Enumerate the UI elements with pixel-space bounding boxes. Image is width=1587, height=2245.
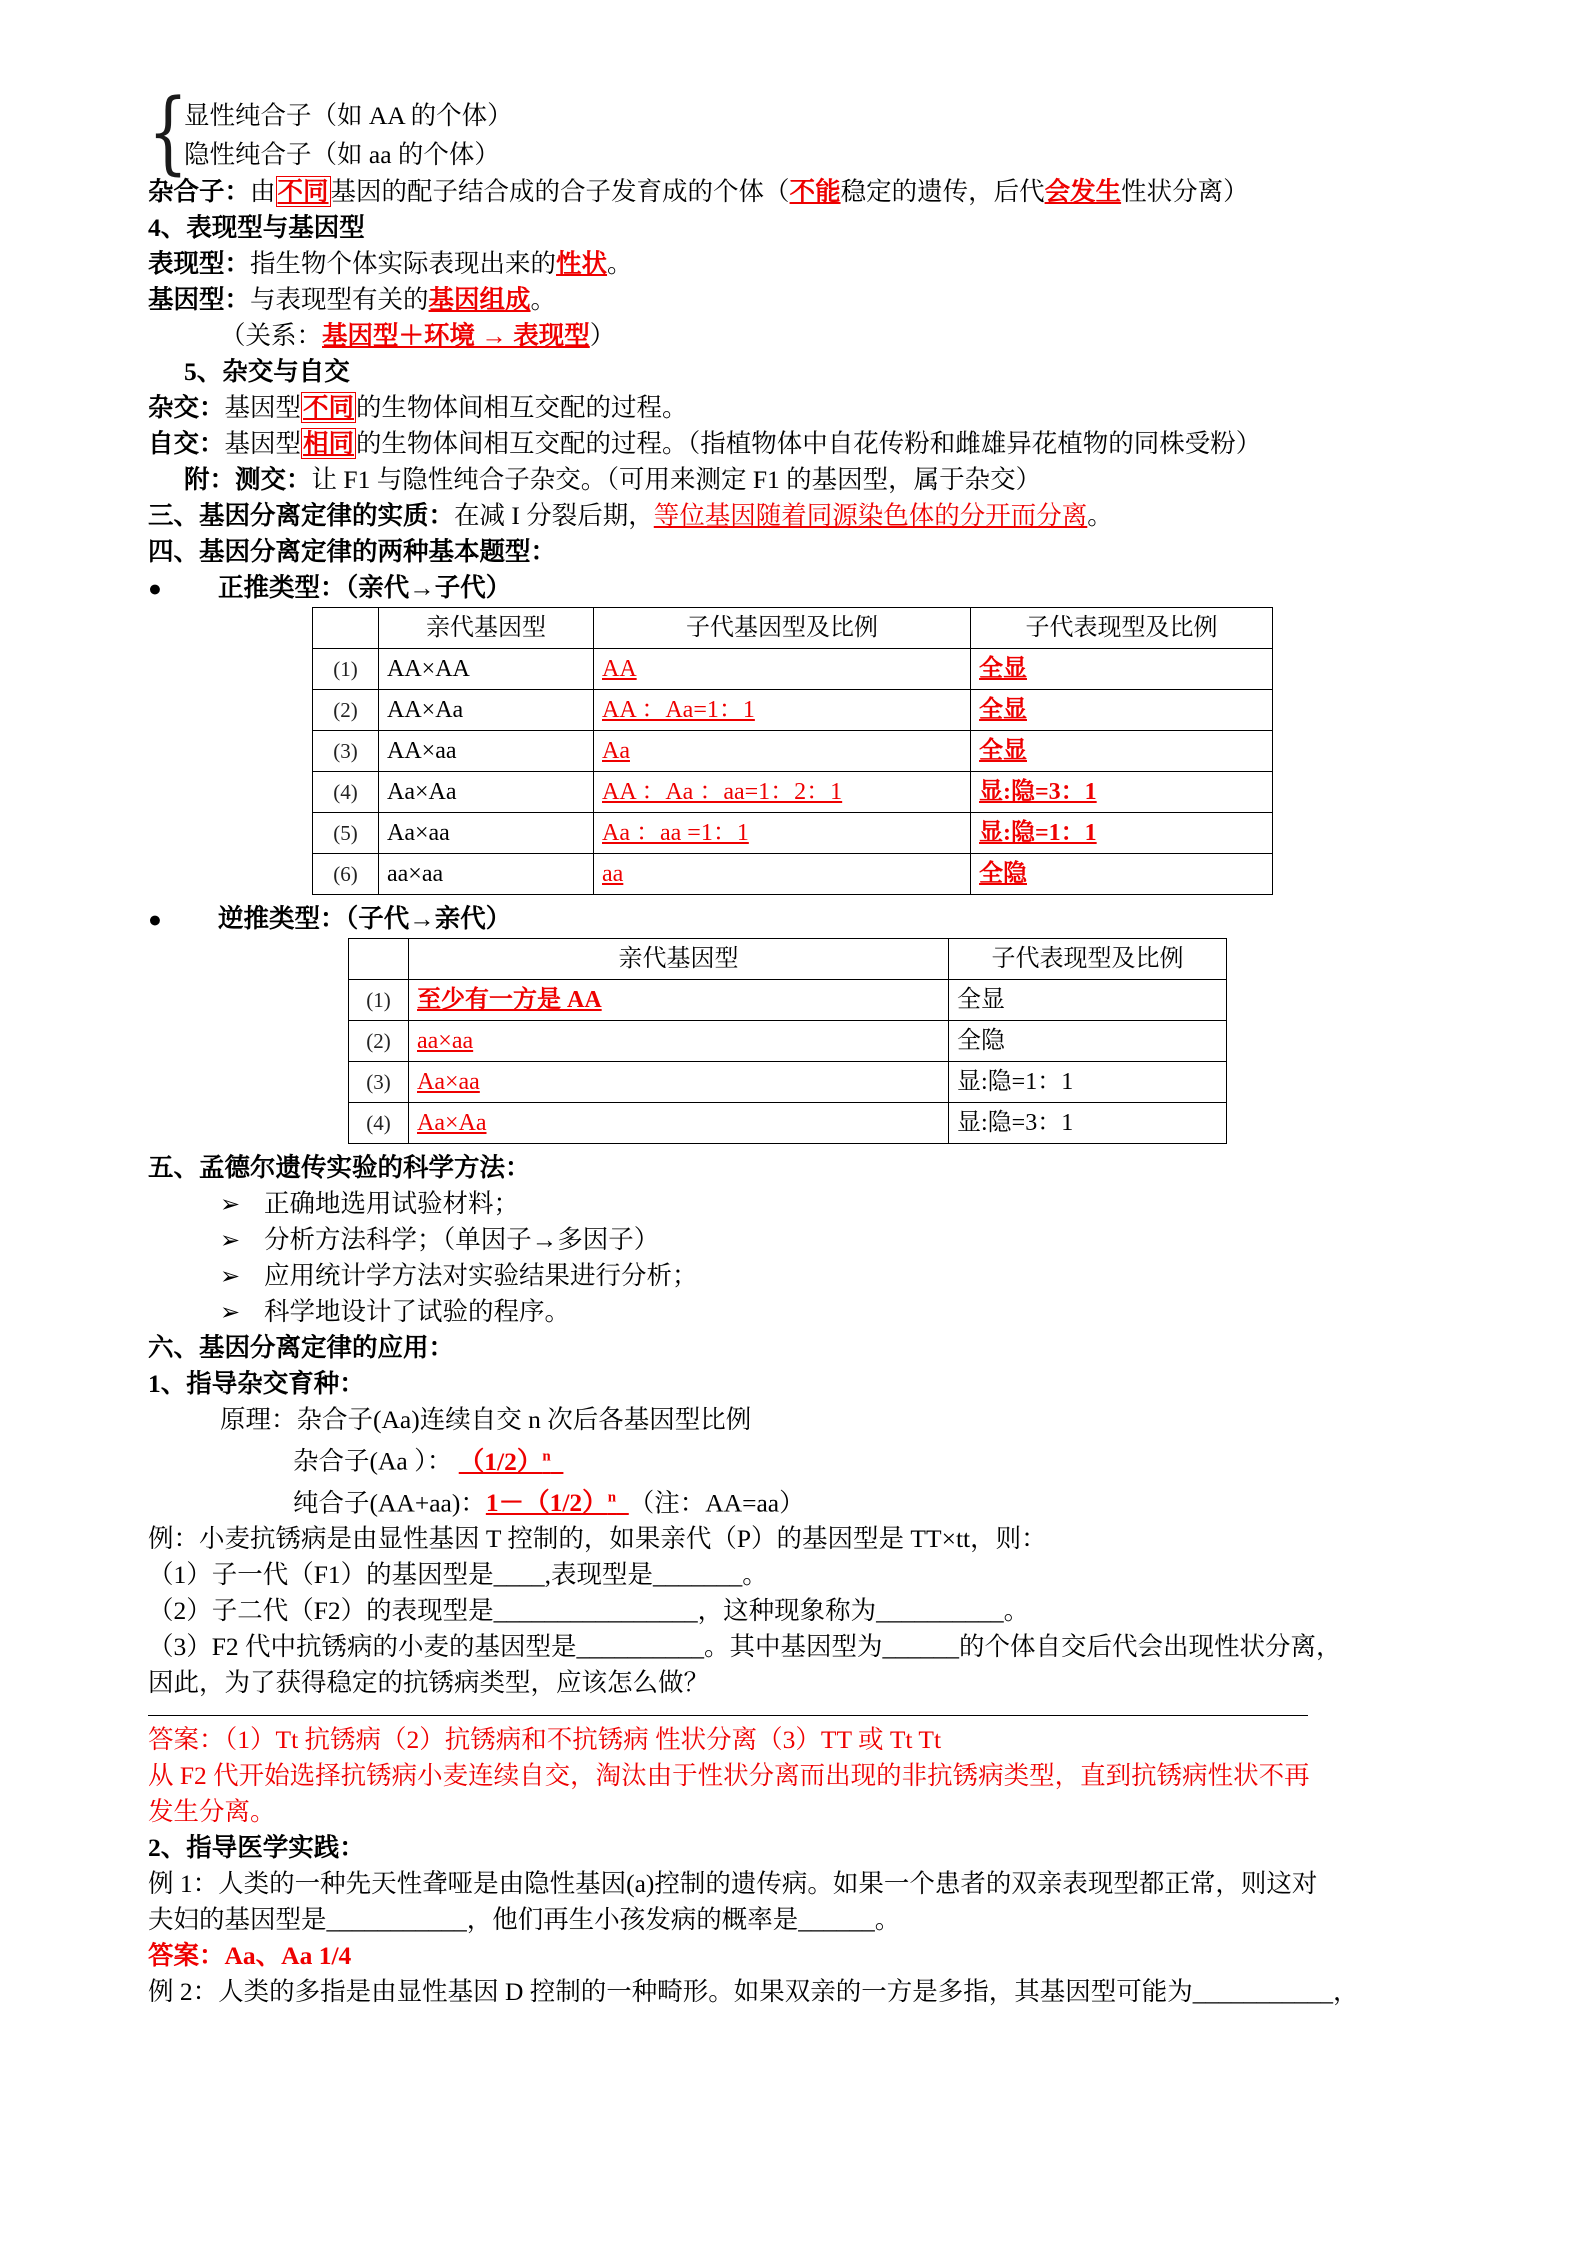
- selfing-text2: 的生物体间相互交配的过程。（指植物体中自花传粉和雌雄异花植物的同株受粉）: [356, 429, 1262, 458]
- table-row: [313, 731, 1273, 772]
- forward-type-row: [148, 570, 1448, 607]
- offspring-genotype: Aa ：aa =1：1: [594, 813, 971, 854]
- subsection-2-heading: 2、指导医学实践：: [148, 1833, 365, 1862]
- offspring-phenotype: 全显: [971, 690, 1273, 731]
- selfing-highlight: 相同: [303, 429, 355, 458]
- example-1-answer: 答案：Aa、Aa 1/4: [148, 1941, 352, 1970]
- table-row: [313, 772, 1273, 813]
- genotype-line: [148, 282, 1448, 318]
- offspring-phenotype: 全显: [971, 731, 1273, 772]
- row-index: (4): [349, 1103, 409, 1144]
- row-index: (2): [349, 1021, 409, 1062]
- hetero-exponent: n: [542, 1448, 551, 1464]
- question-3-line-b: 因此，为了获得稳定的抗锈病类型，应该怎么做？: [148, 1668, 710, 1697]
- genotype-label: 基因型：: [148, 285, 251, 314]
- section-4-heading: 4、表现型与基因型: [148, 213, 365, 242]
- row-index: (1): [313, 649, 379, 690]
- parent-genotype: Aa×Aa: [409, 1103, 949, 1144]
- method-item-label: 分析方法科学；（单因子→多因子）: [264, 1225, 660, 1254]
- testcross-line: [148, 462, 1448, 498]
- arrow-marker-icon: ➢: [220, 1298, 241, 1326]
- heterozygote-seg3: 稳定的遗传，后代: [840, 177, 1045, 206]
- offspring-genotype: Aa: [594, 731, 971, 772]
- offspring-phenotype: 全显: [949, 980, 1227, 1021]
- offspring-phenotype: 显:隐=1：1: [949, 1062, 1227, 1103]
- arrow-marker-icon: ➢: [220, 1190, 241, 1218]
- forward-type-text: [182, 570, 511, 606]
- parent-genotype: AA×aa: [379, 731, 594, 772]
- dominant-homozygote-line: 显性纯合子（如 AA 的个体）: [184, 101, 513, 130]
- section-three-line: [148, 498, 1448, 534]
- table-row: [349, 1062, 1227, 1103]
- parent-genotype: aa×aa: [379, 854, 594, 895]
- row-index: (6): [313, 854, 379, 895]
- subsection-1-heading: 1、指导杂交育种：: [148, 1369, 365, 1398]
- reverse-type-note: （子代→亲代）: [345, 904, 512, 933]
- col-header-index: [349, 939, 409, 980]
- parent-genotype: Aa×Aa: [379, 772, 594, 813]
- section-three-text: 在减 I 分裂后期，: [454, 501, 654, 530]
- col-header-offspring-phenotype: 子代表现型及比例: [971, 608, 1273, 649]
- row-index: (2): [313, 690, 379, 731]
- method-item: [148, 1258, 1448, 1294]
- arrow-marker-icon: ➢: [220, 1226, 241, 1254]
- crossbreeding-label: 杂交：: [148, 393, 225, 422]
- bullet-dot-icon: ●: [148, 907, 162, 932]
- heterozygote-ratio-line: [148, 1438, 1448, 1480]
- col-header-offspring-genotype: 子代基因型及比例: [594, 608, 971, 649]
- heterozygote-ratio-value: [459, 1447, 564, 1476]
- method-item-label: 正确地选用试验材料；: [264, 1189, 520, 1218]
- crossbreeding-text2: 的生物体间相互交配的过程。: [356, 393, 688, 422]
- question-3-line-a: （3）F2 代中抗锈病的小麦的基因型是__________。其中基因型为______的个体自交后代会出现性状分离，: [148, 1632, 1342, 1661]
- parent-genotype: AA×AA: [379, 649, 594, 690]
- offspring-phenotype: 显:隐=3：1: [971, 772, 1273, 813]
- section-five-heading: 五、孟德尔遗传实验的科学方法：: [148, 1153, 531, 1182]
- heterozygote-seg1: 由: [250, 177, 276, 206]
- relation-prefix: （关系：: [220, 321, 323, 350]
- method-item: [148, 1222, 1448, 1258]
- heterozygote-ratio-label: 杂合子(Aa ）：: [293, 1446, 453, 1476]
- row-index: (5): [313, 813, 379, 854]
- homozygote-ratio-value: [486, 1488, 629, 1517]
- homozygote-note: （注：AA=aa）: [628, 1488, 805, 1517]
- relation-line: [148, 318, 1448, 354]
- heterozygote-seg4: 性状分离）: [1121, 177, 1249, 206]
- example-intro-line: 例：小麦抗锈病是由显性基因 T 控制的，如果亲代（P）的基因型是 TT×tt，则：: [148, 1524, 1047, 1553]
- section-5-heading: 5、杂交与自交: [184, 357, 350, 386]
- offspring-genotype: AA ：Aa ：aa=1：2：1: [594, 772, 971, 813]
- row-index: (1): [349, 980, 409, 1021]
- parent-genotype: Aa×aa: [409, 1062, 949, 1103]
- table-row: [313, 854, 1273, 895]
- offspring-genotype: aa: [594, 854, 971, 895]
- section-three-highlight: 等位基因随着同源染色体的分开而分离: [653, 501, 1088, 530]
- table-row: [349, 1103, 1227, 1144]
- question-2-line: （2）子二代（F2）的表现型是________________，这种现象称为__________。: [148, 1596, 1030, 1625]
- table-row: [313, 649, 1273, 690]
- answer-line-2a: 从 F2 代开始选择抗锈病小麦连续自交，淘汰由于性状分离而出现的非抗锈病类型，直到抗锈病性状不再: [148, 1761, 1310, 1790]
- col-header-parent-genotype: 亲代基因型: [409, 939, 949, 980]
- heterozygote-hl1: 不同: [277, 177, 329, 206]
- testcross-label: 附：测交：: [184, 465, 312, 494]
- selfing-text1: 基因型: [224, 429, 302, 458]
- offspring-genotype: AA: [594, 649, 971, 690]
- phenotype-text: 指生物个体实际表现出来的: [250, 249, 557, 278]
- heterozygote-hl3: 会发生: [1044, 177, 1122, 206]
- crossbreeding-line: [148, 390, 1448, 426]
- recessive-homozygote-line: 隐性纯合子（如 aa 的个体）: [184, 140, 500, 169]
- crossbreeding-highlight: 不同: [303, 393, 355, 422]
- homo-value-text: 1－（1/2）: [485, 1488, 608, 1517]
- parent-genotype: 至少有一方是 AA: [409, 980, 949, 1021]
- heterozygote-line: [148, 174, 1448, 210]
- genotype-text: 与表现型有关的: [250, 285, 429, 314]
- row-index: (3): [313, 731, 379, 772]
- crossbreeding-text1: 基因型: [224, 393, 302, 422]
- table-header-row: [349, 939, 1227, 980]
- selfing-label: 自交：: [148, 429, 225, 458]
- forward-type-label: 正推类型：: [218, 573, 346, 602]
- offspring-phenotype: 全隐: [971, 854, 1273, 895]
- answer-divider: [148, 1715, 1308, 1716]
- example-1-line-a: 例 1：人类的一种先天性聋哑是由隐性基因(a)控制的遗传病。如果一个患者的双亲表现型都正常，则这对: [148, 1869, 1318, 1898]
- method-item: [148, 1294, 1448, 1330]
- table-header-row: [313, 608, 1273, 649]
- row-index: (3): [349, 1062, 409, 1103]
- heterozygote-hl2: 不能: [789, 177, 841, 206]
- testcross-text: 让 F1 与隐性纯合子杂交。（可用来测定 F1 的基因型，属于杂交）: [311, 465, 1042, 494]
- heterozygote-label: 杂合子：: [148, 177, 251, 206]
- phenotype-end: 。: [607, 249, 633, 278]
- table-row: [349, 1021, 1227, 1062]
- section-four-heading: 四、基因分离定律的两种基本题型：: [148, 537, 557, 566]
- table-row: [313, 690, 1273, 731]
- principle-line: 原理：杂合子(Aa)连续自交 n 次后各基因型比例: [220, 1405, 752, 1434]
- question-1-line: （1）子一代（F1）的基因型是____,表现型是_______。: [148, 1560, 768, 1589]
- homozygote-brace-block: [148, 80, 1448, 185]
- col-header-index: [313, 608, 379, 649]
- curly-brace-icon: {: [148, 80, 189, 185]
- phenotype-highlight: 性状: [556, 249, 608, 278]
- homozygote-ratio-label: 纯合子(AA+aa)：: [293, 1488, 486, 1517]
- method-item-label: 科学地设计了试验的程序。: [264, 1297, 571, 1326]
- parent-genotype: AA×Aa: [379, 690, 594, 731]
- heterozygote-seg2: 基因的配子结合成的合子发育成的个体（: [330, 177, 790, 206]
- row-index: (4): [313, 772, 379, 813]
- reverse-type-row: [148, 901, 1448, 938]
- bullet-dot-icon: ●: [148, 576, 162, 601]
- offspring-phenotype: 显:隐=3：1: [949, 1103, 1227, 1144]
- reverse-type-label: 逆推类型：: [218, 904, 346, 933]
- relation-highlight: 基因型＋环境 → 表现型: [322, 321, 590, 350]
- example-1-line-b: 夫妇的基因型是___________，他们再生小孩发病的概率是______。: [148, 1905, 901, 1934]
- arrow-marker-icon: ➢: [220, 1262, 241, 1290]
- reverse-type-text: [182, 901, 511, 937]
- offspring-phenotype: 显:隐=1：1: [971, 813, 1273, 854]
- parent-genotype: Aa×aa: [379, 813, 594, 854]
- phenotype-label: 表现型：: [148, 249, 251, 278]
- relation-suffix: ）: [589, 321, 616, 350]
- forward-type-note: （亲代→子代）: [345, 573, 512, 602]
- selfing-line: [148, 426, 1448, 462]
- col-header-offspring-phenotype: 子代表现型及比例: [949, 939, 1227, 980]
- answer-line-2b: 发生分离。: [148, 1797, 276, 1826]
- example-2-line: 例 2：人类的多指是由显性基因 D 控制的一种畸形。如果双亲的一方是多指，其基因型可能为___________，: [148, 1977, 1359, 2006]
- forward-type-table: [312, 607, 1273, 895]
- document-body: [148, 80, 1448, 2010]
- homozygote-ratio-line: [148, 1480, 1448, 1522]
- offspring-genotype: AA ：Aa=1：1: [594, 690, 971, 731]
- offspring-phenotype: 全隐: [949, 1021, 1227, 1062]
- parent-genotype: aa×aa: [409, 1021, 949, 1062]
- offspring-phenotype: 全显: [971, 649, 1273, 690]
- phenotype-line: [148, 246, 1448, 282]
- homo-exponent: n: [607, 1489, 617, 1506]
- section-six-heading: 六、基因分离定律的应用：: [148, 1333, 455, 1362]
- table-row: [313, 813, 1273, 854]
- genotype-end: 。: [530, 285, 557, 314]
- section-three-end: 。: [1087, 501, 1113, 530]
- reverse-type-table: [348, 938, 1227, 1144]
- genotype-highlight: 基因组成: [428, 285, 531, 314]
- section-three-heading: 三、基因分离定律的实质：: [148, 501, 455, 530]
- table-row: [349, 980, 1227, 1021]
- method-item-label: 应用统计学方法对实验结果进行分析；: [264, 1261, 698, 1290]
- method-item: [148, 1186, 1448, 1222]
- answer-line-1: 答案：（1）Tt 抗锈病（2）抗锈病和不抗锈病 性状分离（3）TT 或 Tt Tt: [148, 1725, 942, 1754]
- hetero-value-text: （1/2）: [458, 1446, 543, 1476]
- col-header-parent-genotype: 亲代基因型: [379, 608, 594, 649]
